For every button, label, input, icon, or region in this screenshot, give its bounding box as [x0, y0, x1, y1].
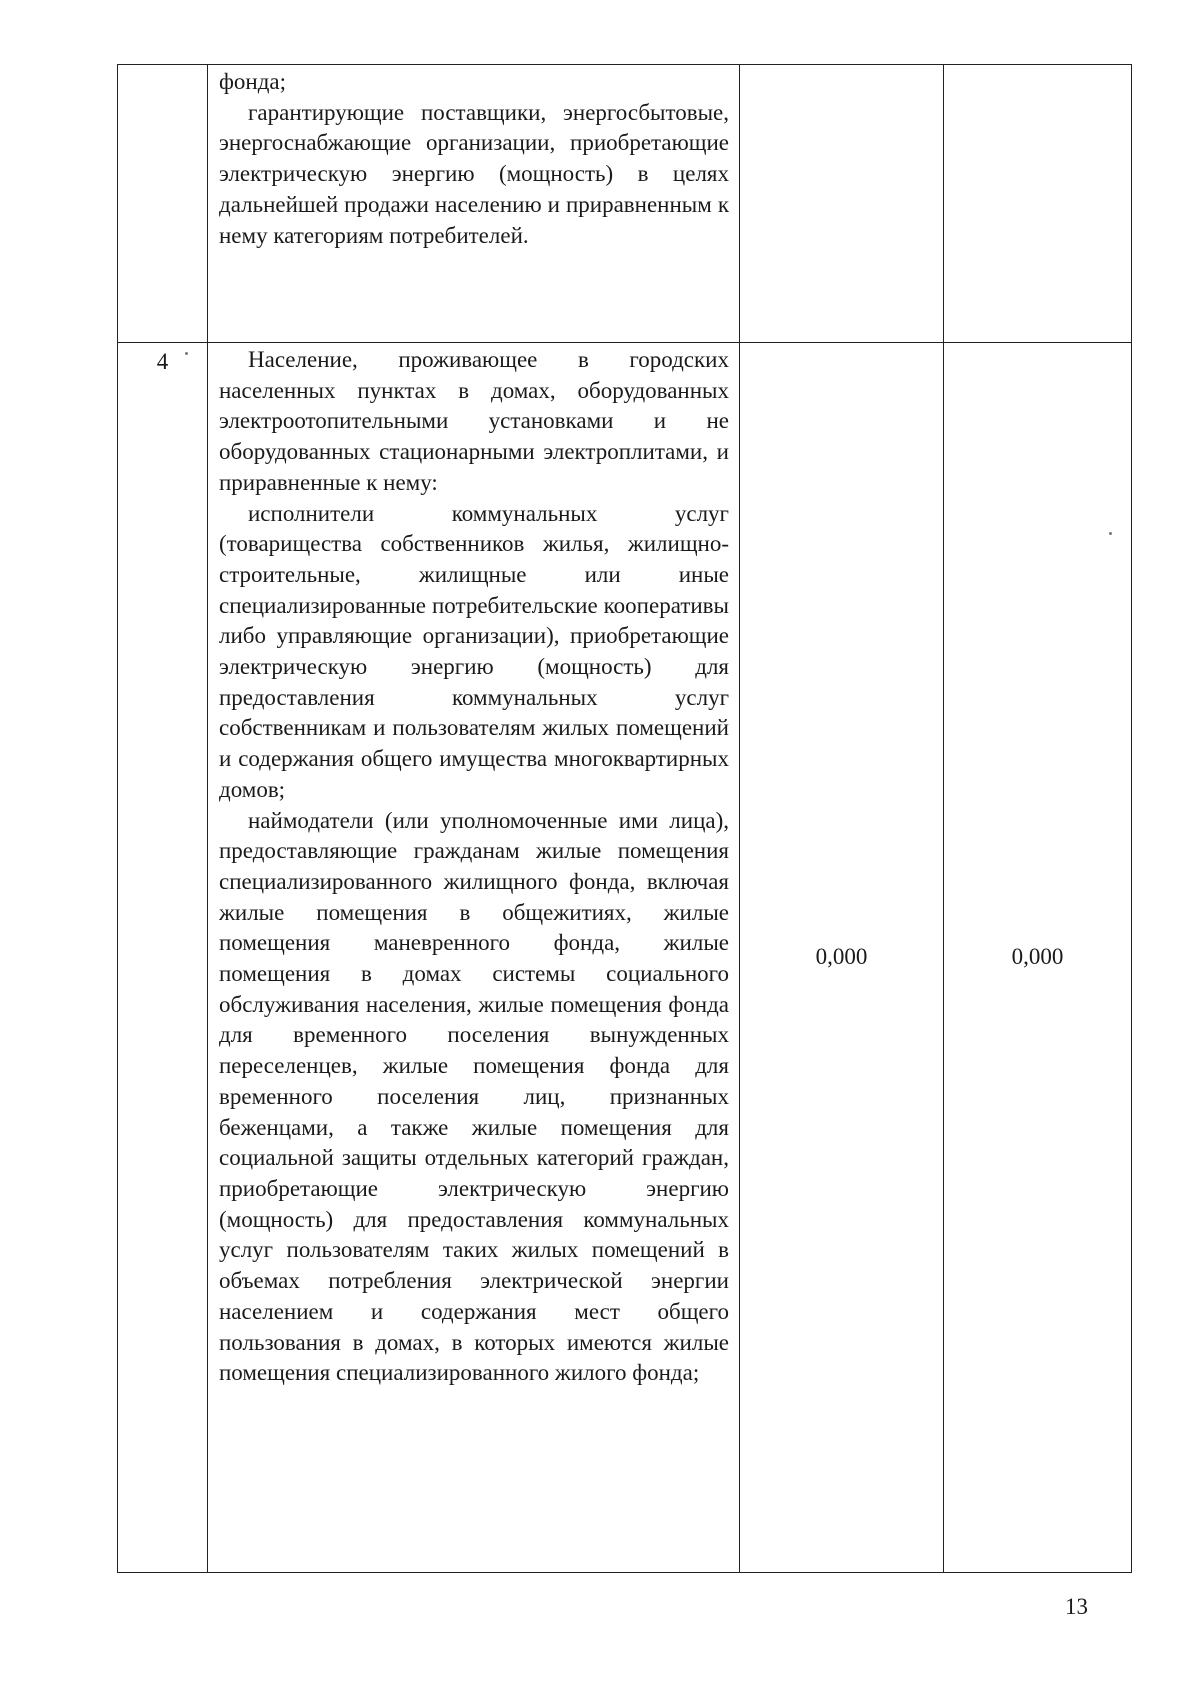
scan-speck: [1109, 532, 1112, 535]
value-cell-2: [944, 65, 1132, 343]
row-description-cell: [208, 343, 740, 1573]
paragraph: наймодатели (или уполномоченные ими лица), предоставляющие гражданам жилые помещения специализированного жилищного фонда, включая жилые помещения в общежитиях, жилые помещения маневренного фонда, жилые помещения в домах системы социального обслуживания населения, жилые помещения фонда для временного поселения вынужденных переселенцев, жилые помещения фонда для временного поселения лиц, признанных беженцами, а также жилые помещения для социальной защиты отдельных категорий граждан, приобретающие электрическую энергию (мощность) для предоставления коммунальных услуг пользователям таких жилых помещений в объемах потребления электрической энергии населением и содержания мест общего пользования в домах, в которых имеются жилые помещения специализированного жилого фонда;: [219, 807, 729, 1386]
table-row: [118, 65, 1132, 343]
paragraph: Население, проживающее в городских населенных пунктах в домах, оборудованных электроотопительными установками и не оборудованных стационарными электроплитами, и приравненные к нему:: [219, 347, 729, 495]
tariff-table: [117, 64, 1132, 1573]
page-number: 13: [1065, 1594, 1088, 1619]
row-number-cell: [118, 65, 208, 343]
row-number-cell: 4: [118, 343, 208, 1573]
value-cell-2: 0,000: [944, 343, 1132, 1573]
value-cell-1: [740, 65, 944, 343]
table-row: [118, 343, 1132, 1573]
row-description-cell: [208, 65, 740, 343]
paragraph: гарантирующие поставщики, энергосбытовые, энергоснабжающие организации, приобретающие электрическую энергию (мощность) в целях дальнейшей продажи населению и приравненным к нему категориям потребителей.: [219, 99, 729, 248]
paragraph: исполнители коммунальных услуг (товарищества собственников жилья, жилищно-строительные, жилищные или иные специализированные потребительские кооперативы либо управляющие организации), приобретающие электрическую энергию (мощность) для предоставления коммунальных услуг собственникам и пользователям жилых помещений и содержания общего имущества многоквартирных домов;: [219, 500, 729, 802]
scan-speck: [185, 352, 188, 355]
value-cell-1: 0,000: [740, 343, 944, 1573]
paragraph: фонда;: [219, 69, 287, 94]
